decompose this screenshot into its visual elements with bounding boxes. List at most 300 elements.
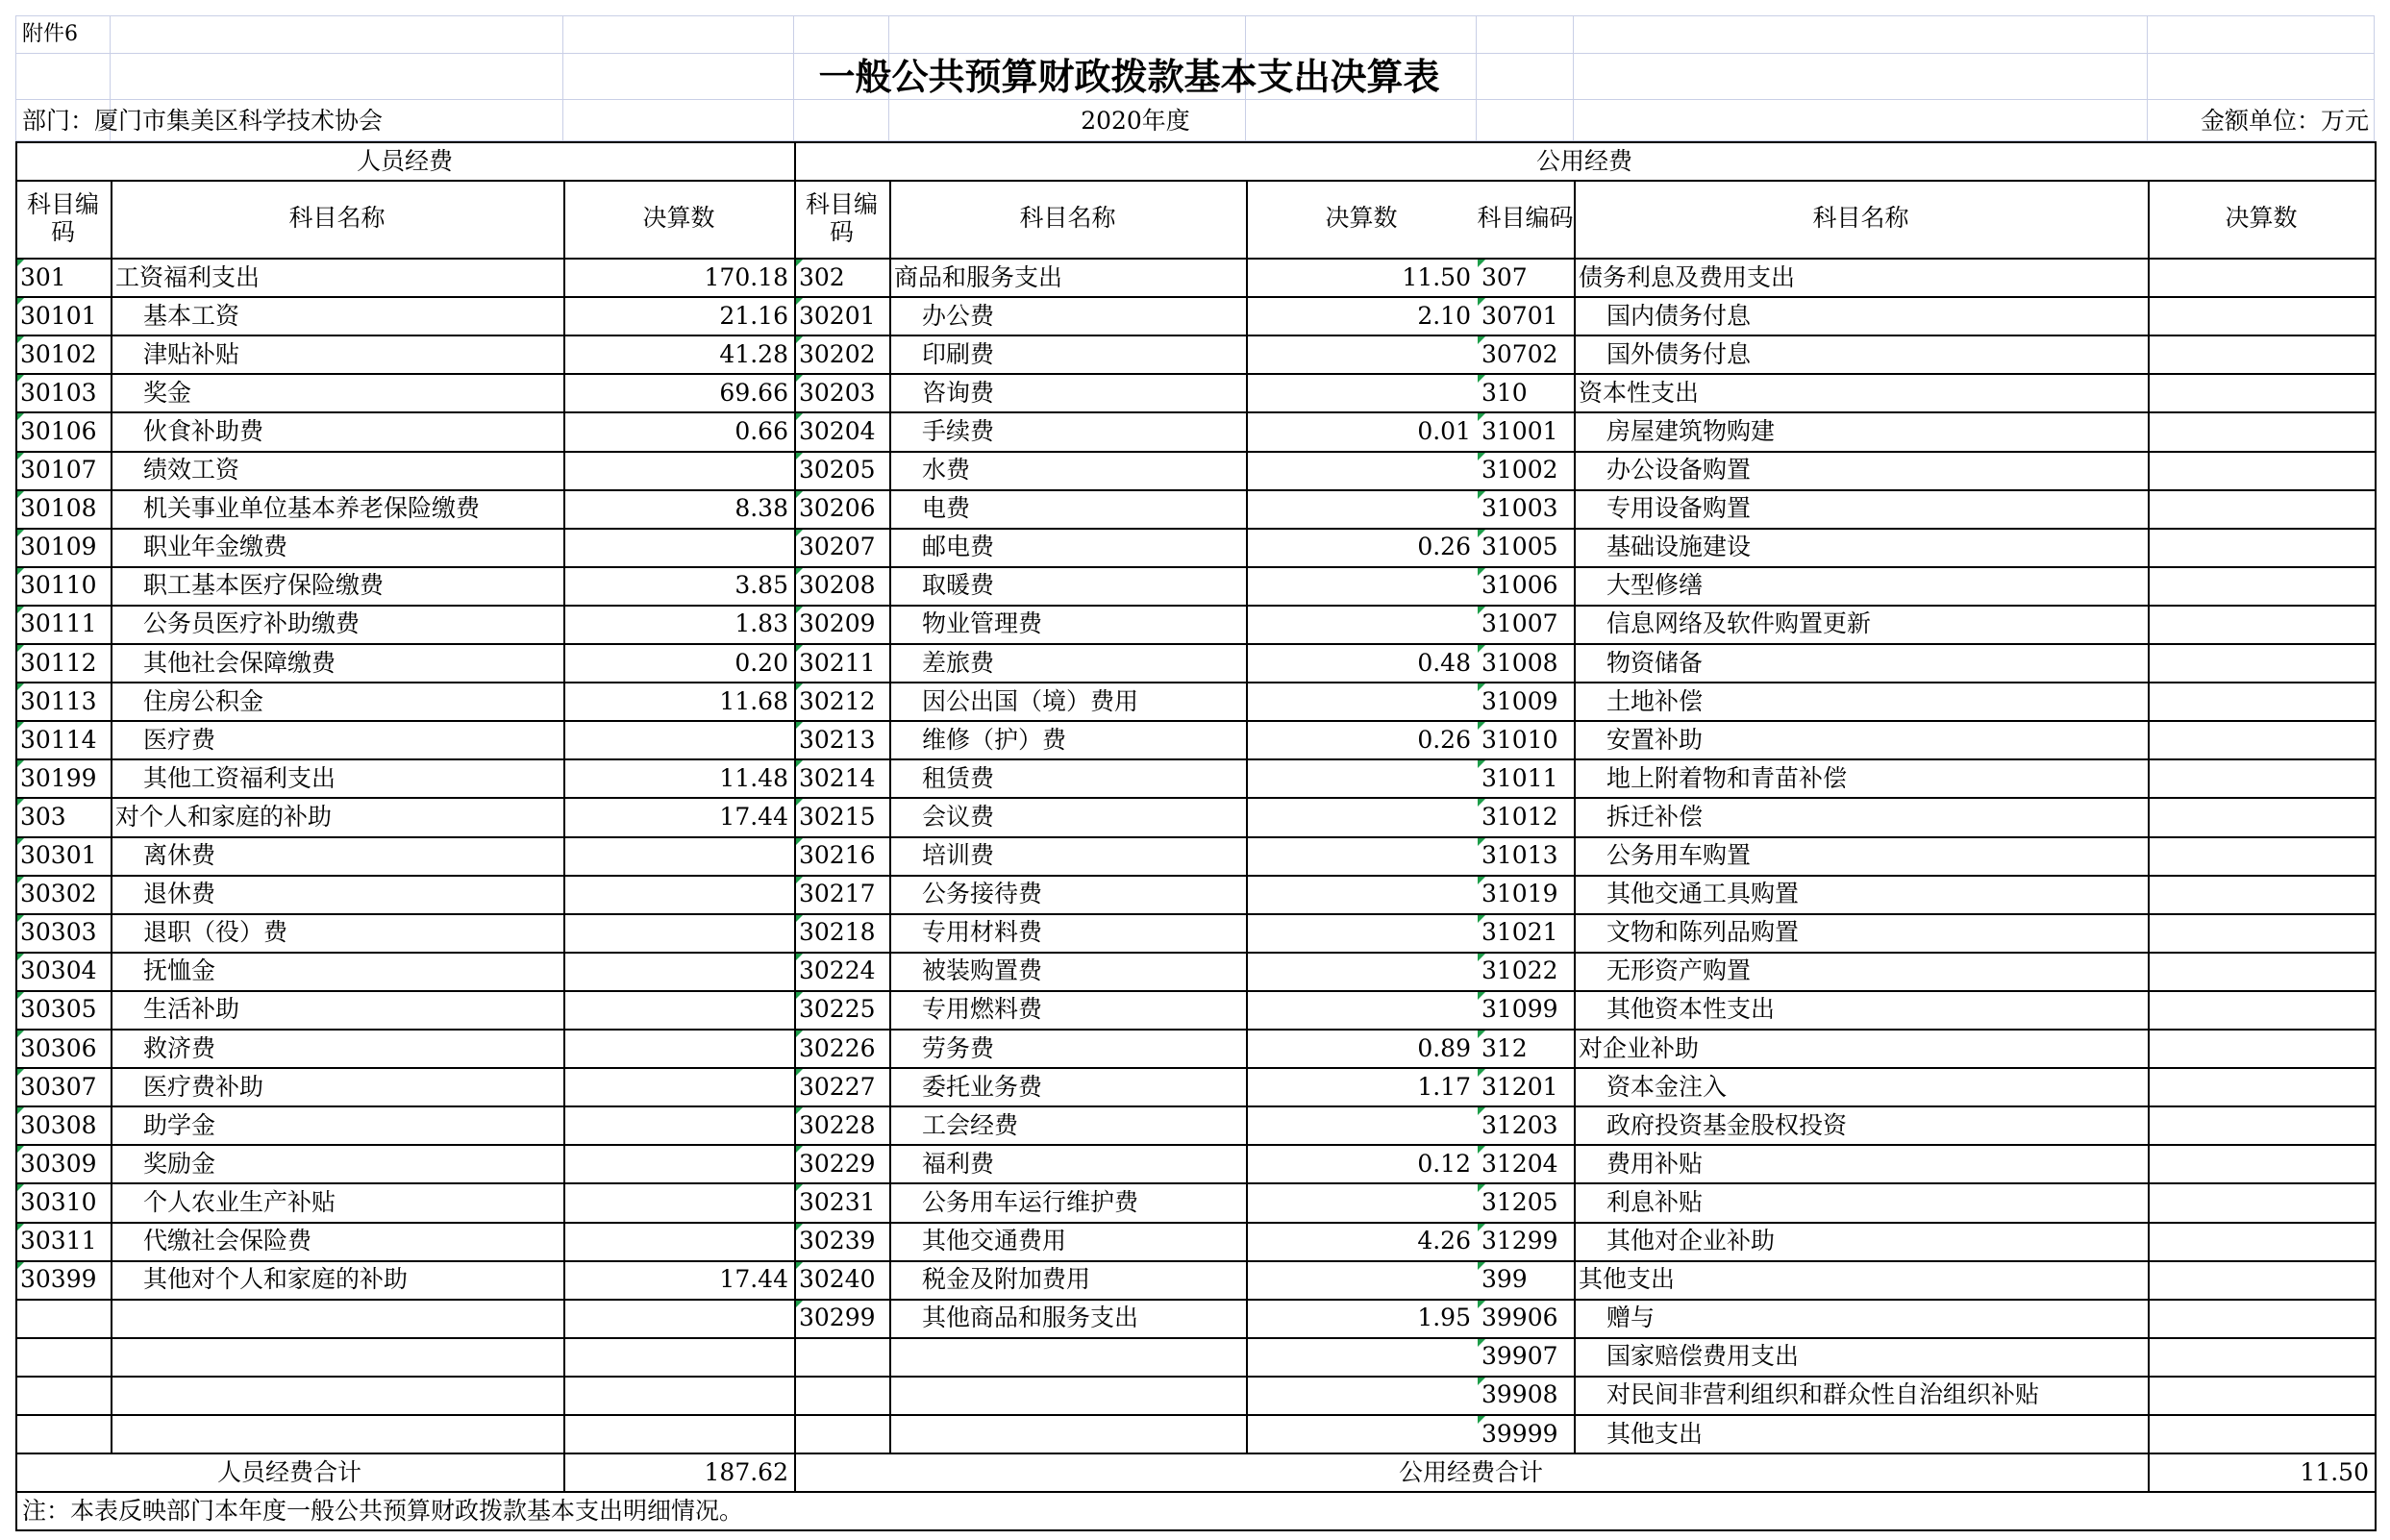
subject-code-cell[interactable]: 30111 (20, 609, 97, 638)
amount-cell[interactable] (2148, 1299, 2375, 1337)
subject-code-cell[interactable]: 30109 (20, 533, 97, 561)
subject-code-cell[interactable]: 307 (1481, 262, 1528, 291)
subject-name-cell[interactable]: 咨询费 (922, 378, 995, 407)
subject-code-cell[interactable]: 310 (1481, 378, 1528, 407)
subject-name-cell[interactable]: 办公设备购置 (1606, 456, 1752, 484)
amount-cell[interactable] (1246, 1182, 1477, 1221)
subject-name-cell[interactable]: 其他对个人和家庭的补助 (143, 1265, 409, 1294)
sheet-cell[interactable] (1477, 15, 1574, 54)
amount-cell[interactable] (1246, 758, 1477, 797)
subject-name-cell[interactable] (111, 1337, 563, 1376)
subject-code-cell[interactable]: 30225 (799, 995, 876, 1024)
amount-cell[interactable] (2148, 411, 2375, 450)
amount-cell[interactable] (2148, 875, 2375, 913)
subject-code-cell[interactable]: 399 (1481, 1265, 1528, 1294)
amount-cell[interactable] (563, 1299, 794, 1337)
sheet-cell[interactable] (794, 15, 889, 54)
subject-name-cell[interactable]: 房屋建筑物购建 (1606, 416, 1776, 445)
text-marker-icon (16, 1106, 25, 1115)
subject-code-cell[interactable]: 31006 (1481, 571, 1558, 600)
sheet-cell[interactable] (1246, 15, 1477, 54)
subject-name-cell[interactable]: 利息补贴 (1606, 1187, 1704, 1216)
amount-cell[interactable] (563, 836, 794, 875)
subject-code-cell[interactable]: 31019 (1481, 880, 1558, 908)
amount-cell[interactable] (563, 1067, 794, 1105)
amount-cell[interactable] (2148, 836, 2375, 875)
subject-code-cell[interactable]: 30202 (799, 339, 876, 368)
subject-code-cell[interactable]: 30112 (20, 648, 97, 677)
personnel-total-value[interactable]: 187.62 (704, 1457, 788, 1486)
amount-cell[interactable] (1246, 335, 1477, 373)
amount-cell[interactable] (2148, 605, 2375, 643)
subject-name-cell[interactable]: 住房公积金 (143, 686, 264, 715)
subject-code-cell[interactable]: 30212 (799, 686, 876, 715)
text-marker-icon (1478, 606, 1486, 614)
subject-name-cell[interactable]: 公务用车购置 (1606, 841, 1752, 870)
amount-cell[interactable] (563, 952, 794, 990)
subject-name-cell[interactable]: 基本工资 (143, 301, 240, 330)
amount-cell[interactable] (563, 990, 794, 1029)
subject-name-cell[interactable]: 物业管理费 (922, 609, 1043, 638)
subject-name-cell[interactable]: 印刷费 (922, 339, 995, 368)
subject-name-cell[interactable]: 委托业务费 (922, 1072, 1043, 1101)
subject-code-cell[interactable]: 30208 (799, 571, 876, 600)
subject-code-cell[interactable]: 30310 (20, 1187, 97, 1216)
subject-code-cell[interactable]: 30702 (1481, 339, 1558, 368)
subject-code-cell[interactable]: 30106 (20, 416, 97, 445)
amount-cell[interactable] (2148, 373, 2375, 411)
amount-cell[interactable]: 0.89 (1417, 1033, 1471, 1062)
amount-cell[interactable]: 1.17 (1417, 1072, 1471, 1101)
amount-cell[interactable] (1246, 1376, 1477, 1414)
sheet-cell[interactable] (2148, 15, 2375, 54)
amount-cell[interactable] (1246, 373, 1477, 411)
subject-name-cell[interactable]: 抚恤金 (143, 956, 216, 985)
subject-code-cell[interactable]: 31099 (1481, 995, 1558, 1024)
subject-name-cell[interactable] (111, 1376, 563, 1414)
subject-name-cell[interactable] (889, 1376, 1246, 1414)
sheet-cell[interactable] (111, 15, 563, 54)
amount-cell[interactable] (563, 451, 794, 489)
subject-code-cell[interactable]: 30309 (20, 1149, 97, 1178)
amount-cell[interactable] (563, 1337, 794, 1376)
amount-cell[interactable] (2148, 1260, 2375, 1299)
subject-code-cell[interactable]: 30229 (799, 1149, 876, 1178)
subject-code-cell[interactable]: 30301 (20, 841, 97, 870)
sheet-cell[interactable] (1574, 15, 2148, 54)
subject-name-cell[interactable] (889, 1414, 1246, 1453)
subject-code-cell[interactable]: 31002 (1481, 456, 1558, 484)
subject-name-cell[interactable]: 培训费 (922, 841, 995, 870)
subject-name-cell[interactable]: 物资储备 (1606, 648, 1704, 677)
subject-code-cell[interactable]: 30307 (20, 1072, 97, 1101)
subject-name-cell[interactable]: 专用材料费 (922, 918, 1043, 947)
amount-cell[interactable] (2148, 528, 2375, 566)
subject-name-cell[interactable] (111, 1299, 563, 1337)
amount-cell[interactable] (1246, 952, 1477, 990)
subject-code-cell[interactable]: 30311 (20, 1227, 97, 1255)
subject-name-cell[interactable]: 津贴补贴 (143, 339, 240, 368)
amount-cell[interactable] (2148, 643, 2375, 682)
subject-name-cell[interactable]: 其他支出 (1579, 1265, 1676, 1294)
subject-code-cell[interactable]: 30302 (20, 880, 97, 908)
text-marker-icon (1478, 1106, 1486, 1115)
subject-name-cell[interactable]: 资本金注入 (1606, 1072, 1728, 1101)
amount-cell[interactable]: 170.18 (704, 262, 788, 291)
subject-name-cell[interactable]: 租赁费 (922, 763, 995, 792)
amount-cell[interactable]: 4.26 (1417, 1227, 1471, 1255)
subject-name-cell[interactable]: 公务接待费 (922, 880, 1043, 908)
subject-code-cell[interactable] (15, 1414, 111, 1453)
amount-cell[interactable] (2148, 1182, 2375, 1221)
subject-code-cell[interactable] (15, 1299, 111, 1337)
subject-name-cell[interactable]: 职工基本医疗保险缴费 (143, 571, 385, 600)
subject-name-cell[interactable]: 土地补偿 (1606, 686, 1704, 715)
amount-cell[interactable] (1246, 1337, 1477, 1376)
subject-name-cell[interactable]: 赠与 (1606, 1304, 1656, 1332)
subject-name-cell[interactable]: 其他社会保障缴费 (143, 648, 336, 677)
amount-cell[interactable]: 3.85 (734, 571, 788, 600)
subject-name-cell[interactable]: 文物和陈列品购置 (1606, 918, 1800, 947)
amount-cell[interactable] (2148, 913, 2375, 952)
subject-code-cell[interactable]: 30207 (799, 533, 876, 561)
subject-name-cell[interactable]: 其他交通费用 (922, 1227, 1067, 1255)
subject-code-cell[interactable]: 31021 (1481, 918, 1558, 947)
subject-code-cell[interactable]: 31204 (1481, 1149, 1558, 1178)
amount-cell[interactable] (2148, 720, 2375, 758)
subject-code-cell[interactable]: 31299 (1481, 1227, 1558, 1255)
sheet-cell[interactable] (889, 15, 1246, 54)
text-marker-icon (795, 798, 804, 807)
amount-cell[interactable] (563, 1414, 794, 1453)
amount-cell[interactable] (1246, 451, 1477, 489)
amount-cell[interactable]: 11.50 (1402, 262, 1471, 291)
subject-code-cell[interactable]: 30205 (799, 456, 876, 484)
subject-code-cell[interactable] (794, 1414, 889, 1453)
subject-name-cell[interactable]: 救济费 (143, 1033, 216, 1062)
column-header-name: 科目名称 (1812, 204, 1909, 233)
amount-cell[interactable] (1246, 1260, 1477, 1299)
subject-name-cell[interactable]: 政府投资基金股权投资 (1606, 1110, 1848, 1139)
subject-code-cell[interactable]: 30218 (799, 918, 876, 947)
amount-cell[interactable] (563, 1222, 794, 1260)
sheet-cell[interactable] (2148, 54, 2375, 100)
amount-cell[interactable] (563, 528, 794, 566)
subject-code-cell[interactable]: 30110 (20, 571, 97, 600)
subject-name-cell[interactable]: 离休费 (143, 841, 216, 870)
subject-name-cell[interactable]: 办公费 (922, 301, 995, 330)
subject-name-cell[interactable]: 因公出国（境）费用 (922, 686, 1139, 715)
subject-name-cell[interactable]: 对个人和家庭的补助 (115, 802, 333, 831)
subject-name-cell[interactable]: 其他交通工具购置 (1606, 880, 1800, 908)
subject-code-cell[interactable]: 31010 (1481, 725, 1558, 754)
amount-cell[interactable] (1246, 836, 1477, 875)
amount-cell[interactable]: 0.66 (734, 416, 788, 445)
amount-cell[interactable]: 0.12 (1417, 1149, 1471, 1178)
amount-cell[interactable]: 2.10 (1417, 301, 1471, 330)
subject-name-cell[interactable]: 资本性支出 (1579, 378, 1700, 407)
amount-cell[interactable] (563, 1376, 794, 1414)
amount-cell[interactable] (1246, 1105, 1477, 1144)
amount-cell[interactable] (563, 875, 794, 913)
subject-name-cell[interactable]: 手续费 (922, 416, 995, 445)
subject-name-cell[interactable]: 奖励金 (143, 1149, 216, 1178)
subject-name-cell[interactable]: 其他商品和服务支出 (922, 1304, 1139, 1332)
amount-cell[interactable] (2148, 1067, 2375, 1105)
subject-code-cell[interactable]: 30108 (20, 494, 97, 523)
subject-code-cell[interactable]: 30209 (799, 609, 876, 638)
amount-cell[interactable] (2148, 758, 2375, 797)
public-total-value[interactable]: 11.50 (2300, 1457, 2369, 1486)
amount-cell[interactable] (1246, 605, 1477, 643)
subject-name-cell[interactable]: 退休费 (143, 880, 216, 908)
subject-code-cell[interactable] (15, 1337, 111, 1376)
subject-name-cell[interactable]: 助学金 (143, 1110, 216, 1139)
subject-code-cell[interactable]: 30215 (799, 802, 876, 831)
amount-cell[interactable] (2148, 1029, 2375, 1067)
subject-name-cell[interactable]: 专用设备购置 (1606, 494, 1752, 523)
subject-name-cell[interactable]: 工资福利支出 (115, 262, 261, 291)
amount-cell[interactable] (1246, 1414, 1477, 1453)
subject-name-cell[interactable]: 费用补贴 (1606, 1149, 1704, 1178)
subject-code-cell[interactable]: 30305 (20, 995, 97, 1024)
subject-name-cell[interactable]: 债务利息及费用支出 (1579, 262, 1796, 291)
subject-name-cell[interactable]: 工会经费 (922, 1110, 1019, 1139)
subject-code-cell[interactable]: 30107 (20, 456, 97, 484)
subject-name-cell[interactable]: 个人农业生产补贴 (143, 1187, 336, 1216)
subject-code-cell[interactable]: 303 (20, 802, 66, 831)
amount-cell[interactable] (563, 1182, 794, 1221)
sheet-cell[interactable] (15, 54, 111, 100)
amount-cell[interactable]: 17.44 (719, 802, 788, 831)
subject-name-cell[interactable]: 维修（护）费 (922, 725, 1067, 754)
sheet-cell[interactable] (1574, 100, 2148, 141)
amount-cell[interactable] (563, 1105, 794, 1144)
subject-code-cell[interactable]: 30399 (20, 1265, 97, 1294)
subject-code-cell[interactable]: 30203 (799, 378, 876, 407)
amount-cell[interactable] (2148, 952, 2375, 990)
subject-code-cell[interactable]: 30211 (799, 648, 876, 677)
amount-cell[interactable]: 0.26 (1417, 725, 1471, 754)
subject-code-cell[interactable]: 39908 (1481, 1380, 1558, 1409)
subject-code-cell[interactable]: 312 (1481, 1033, 1528, 1062)
amount-cell[interactable]: 1.83 (734, 609, 788, 638)
subject-code-cell[interactable] (794, 1337, 889, 1376)
subject-name-cell[interactable]: 生活补助 (143, 995, 240, 1024)
subject-code-cell[interactable]: 31009 (1481, 686, 1558, 715)
subject-code-cell[interactable]: 31011 (1481, 763, 1558, 792)
amount-cell[interactable] (2148, 335, 2375, 373)
subject-code-cell[interactable]: 30216 (799, 841, 876, 870)
subject-code-cell[interactable] (794, 1376, 889, 1414)
subject-name-cell[interactable]: 地上附着物和青苗补偿 (1606, 763, 1848, 792)
subject-name-cell[interactable]: 其他支出 (1606, 1419, 1704, 1448)
amount-cell[interactable] (563, 1144, 794, 1182)
subject-code-cell[interactable]: 30308 (20, 1110, 97, 1139)
subject-name-cell[interactable]: 税金及附加费用 (922, 1265, 1091, 1294)
amount-cell[interactable] (1246, 875, 1477, 913)
subject-name-cell[interactable]: 伙食补助费 (143, 416, 264, 445)
subject-code-cell[interactable]: 30101 (20, 301, 97, 330)
amount-cell[interactable] (1246, 682, 1477, 720)
subject-name-cell[interactable]: 被装购置费 (922, 956, 1043, 985)
subject-code-cell[interactable]: 30214 (799, 763, 876, 792)
subject-code-cell[interactable]: 302 (799, 262, 845, 291)
subject-code-cell[interactable]: 30303 (20, 918, 97, 947)
amount-cell[interactable]: 1.95 (1417, 1304, 1471, 1332)
subject-name-cell[interactable]: 拆迁补偿 (1606, 802, 1704, 831)
subject-code-cell[interactable]: 30227 (799, 1072, 876, 1101)
subject-code-cell[interactable]: 30306 (20, 1033, 97, 1062)
amount-cell[interactable]: 8.38 (734, 494, 788, 523)
amount-cell[interactable]: 0.01 (1417, 416, 1471, 445)
amount-cell[interactable] (2148, 1414, 2375, 1453)
amount-cell[interactable]: 0.48 (1417, 648, 1471, 677)
amount-cell[interactable] (1246, 489, 1477, 528)
subject-code-cell[interactable]: 39907 (1481, 1342, 1558, 1371)
subject-name-cell[interactable]: 职业年金缴费 (143, 533, 288, 561)
text-marker-icon (795, 644, 804, 653)
amount-cell[interactable] (563, 913, 794, 952)
subject-name-cell[interactable]: 对企业补助 (1579, 1033, 1700, 1062)
subject-name-cell[interactable]: 基础设施建设 (1606, 533, 1752, 561)
subject-name-cell[interactable]: 劳务费 (922, 1033, 995, 1062)
amount-cell[interactable] (2148, 1337, 2375, 1376)
subject-code-cell[interactable]: 31005 (1481, 533, 1558, 561)
subject-name-cell[interactable] (889, 1337, 1246, 1376)
subject-code-cell[interactable]: 30213 (799, 725, 876, 754)
subject-code-cell[interactable]: 30201 (799, 301, 876, 330)
subject-name-cell[interactable]: 公务用车运行维护费 (922, 1187, 1139, 1216)
subject-name-cell[interactable]: 信息网络及软件购置更新 (1606, 609, 1872, 638)
subject-code-cell[interactable]: 30226 (799, 1033, 876, 1062)
subject-name-cell[interactable]: 无形资产购置 (1606, 956, 1752, 985)
amount-cell[interactable] (2148, 1144, 2375, 1182)
subject-name-cell[interactable]: 大型修缮 (1606, 571, 1704, 600)
subject-code-cell[interactable]: 31205 (1481, 1187, 1558, 1216)
subject-code-cell[interactable]: 31003 (1481, 494, 1558, 523)
amount-cell[interactable] (563, 720, 794, 758)
subject-name-cell[interactable]: 医疗费补助 (143, 1072, 264, 1101)
amount-cell[interactable] (1246, 913, 1477, 952)
amount-cell[interactable] (2148, 1376, 2375, 1414)
amount-cell[interactable] (2148, 489, 2375, 528)
subject-name-cell[interactable]: 专用燃料费 (922, 995, 1043, 1024)
subject-name-cell[interactable]: 其他工资福利支出 (143, 763, 336, 792)
amount-cell[interactable] (563, 1029, 794, 1067)
subject-name-cell[interactable]: 取暖费 (922, 571, 995, 600)
subject-code-cell[interactable]: 31007 (1481, 609, 1558, 638)
subject-code-cell[interactable]: 30239 (799, 1227, 876, 1255)
subject-code-cell[interactable]: 30231 (799, 1187, 876, 1216)
subject-name-cell[interactable]: 国内债务付息 (1606, 301, 1752, 330)
subject-code-cell[interactable]: 30102 (20, 339, 97, 368)
subject-name-cell[interactable]: 差旅费 (922, 648, 995, 677)
amount-cell[interactable] (2148, 682, 2375, 720)
subject-code-cell[interactable]: 31008 (1481, 648, 1558, 677)
subject-code-cell[interactable]: 30217 (799, 880, 876, 908)
amount-cell[interactable]: 69.66 (719, 378, 788, 407)
amount-cell[interactable]: 0.20 (734, 648, 788, 677)
subject-name-cell[interactable]: 机关事业单位基本养老保险缴费 (143, 494, 481, 523)
sheet-cell[interactable] (563, 15, 794, 54)
subject-name-cell[interactable]: 安置补助 (1606, 725, 1704, 754)
amount-cell[interactable] (2148, 296, 2375, 335)
subject-name-cell[interactable]: 会议费 (922, 802, 995, 831)
amount-cell[interactable] (1246, 990, 1477, 1029)
subject-name-cell[interactable]: 水费 (922, 456, 971, 484)
subject-code-cell[interactable]: 39906 (1481, 1304, 1558, 1332)
amount-cell[interactable]: 11.48 (719, 763, 788, 792)
subject-code-cell[interactable]: 31201 (1481, 1072, 1558, 1101)
subject-code-cell[interactable]: 30113 (20, 686, 97, 715)
amount-cell[interactable]: 21.16 (719, 301, 788, 330)
subject-code-cell[interactable]: 30240 (799, 1265, 876, 1294)
subject-name-cell[interactable]: 医疗费 (143, 725, 216, 754)
amount-cell[interactable] (2148, 451, 2375, 489)
subject-code-cell[interactable]: 31012 (1481, 802, 1558, 831)
amount-cell[interactable] (2148, 258, 2375, 296)
subject-name-cell[interactable]: 国外债务付息 (1606, 339, 1752, 368)
subject-name-cell[interactable]: 邮电费 (922, 533, 995, 561)
subject-name-cell[interactable]: 其他对企业补助 (1606, 1227, 1776, 1255)
amount-cell[interactable] (1246, 797, 1477, 835)
amount-cell[interactable] (2148, 990, 2375, 1029)
subject-name-cell[interactable]: 商品和服务支出 (894, 262, 1063, 291)
text-marker-icon (795, 683, 804, 691)
amount-cell[interactable]: 17.44 (719, 1265, 788, 1294)
subject-name-cell[interactable]: 退职（役）费 (143, 918, 288, 947)
subject-name-cell[interactable]: 电费 (922, 494, 971, 523)
subject-code-cell[interactable]: 39999 (1481, 1419, 1558, 1448)
subject-code-cell[interactable]: 30228 (799, 1110, 876, 1139)
subject-code-cell[interactable]: 301 (20, 262, 66, 291)
amount-cell[interactable] (2148, 1105, 2375, 1144)
sheet-cell[interactable] (1477, 100, 1574, 141)
subject-name-cell[interactable] (111, 1414, 563, 1453)
subject-name-cell[interactable]: 公务员医疗补助缴费 (143, 609, 361, 638)
subject-code-cell[interactable]: 30206 (799, 494, 876, 523)
amount-cell[interactable] (2148, 797, 2375, 835)
subject-code-cell[interactable]: 30204 (799, 416, 876, 445)
subject-name-cell[interactable]: 国家赔偿费用支出 (1606, 1342, 1800, 1371)
subject-name-cell[interactable]: 奖金 (143, 378, 192, 407)
amount-cell[interactable] (2148, 1222, 2375, 1260)
amount-cell[interactable] (1246, 566, 1477, 605)
subject-code-cell[interactable]: 30199 (20, 763, 97, 792)
subject-code-cell[interactable]: 30114 (20, 725, 97, 754)
subject-code-cell[interactable]: 31022 (1481, 956, 1558, 985)
subject-code-cell[interactable]: 31001 (1481, 416, 1558, 445)
subject-code-cell[interactable]: 31013 (1481, 841, 1558, 870)
subject-name-cell[interactable]: 代缴社会保险费 (143, 1227, 312, 1255)
subject-code-cell[interactable]: 30103 (20, 378, 97, 407)
subject-code-cell[interactable]: 30224 (799, 956, 876, 985)
subject-name-cell[interactable]: 对民间非营利组织和群众性自治组织补贴 (1606, 1380, 2040, 1409)
subject-code-cell[interactable]: 30304 (20, 956, 97, 985)
subject-name-cell[interactable]: 绩效工资 (143, 456, 240, 484)
amount-cell[interactable]: 0.26 (1417, 533, 1471, 561)
subject-code-cell[interactable]: 30701 (1481, 301, 1558, 330)
subject-code-cell[interactable]: 30299 (799, 1304, 876, 1332)
subject-name-cell[interactable]: 其他资本性支出 (1606, 995, 1776, 1024)
amount-cell[interactable]: 41.28 (719, 339, 788, 368)
subject-code-cell[interactable] (15, 1376, 111, 1414)
subject-code-cell[interactable]: 31203 (1481, 1110, 1558, 1139)
subject-name-cell[interactable]: 福利费 (922, 1149, 995, 1178)
amount-cell[interactable]: 11.68 (719, 686, 788, 715)
amount-cell[interactable] (2148, 566, 2375, 605)
